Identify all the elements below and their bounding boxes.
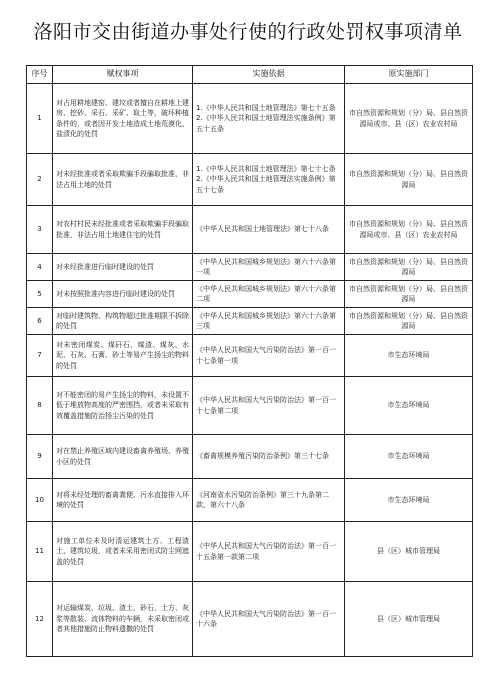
row-number: 6	[27, 308, 53, 335]
row-basis: 《畜禽规模养殖污染防治条例》第三十七条	[193, 435, 345, 479]
row-dept: 市自然资源和规划（分）局、县自然资源局	[345, 308, 473, 335]
row-basis: 《中华人民共和国城乡规划法》第六十六条第二项	[193, 281, 345, 308]
row-basis: 《中华人民共和国大气污染防治法》第一百一十七条第二项	[193, 377, 345, 435]
row-dept: 市自然资源和规划（分）局、县自然资源局	[345, 281, 473, 308]
row-matter: 对未按照批准内容进行临时建设的处罚	[53, 281, 193, 308]
row-number: 9	[27, 435, 53, 479]
row-basis: 《中华人民共和国大气污染防治法》第一百一十五条第一款第二项	[193, 522, 345, 582]
row-matter: 对将未经处理的畜禽粪便、污水直接排入环境的处罚	[53, 479, 193, 522]
table-row	[27, 377, 473, 435]
row-dept: 市生态环境局	[345, 377, 473, 435]
row-basis: 《中华人民共和国城乡规划法》第六十六条第三项	[193, 308, 345, 335]
page-title: 洛阳市交由街道办事处行使的行政处罚权事项清单	[33, 21, 463, 43]
header-basis: 实施依据	[193, 66, 345, 84]
row-basis: 1.《中华人民共和国土地管理法》第七十五条 2.《中华人民共和国土地管理法实施条例》第五十五条	[193, 84, 345, 154]
row-number: 10	[27, 479, 53, 522]
row-number: 11	[27, 522, 53, 582]
row-matter: 对施工单位未及时清运建筑土方、工程渣土、建筑垃圾，或者未采用密闭式防尘网遮盖的处罚	[53, 522, 193, 582]
row-dept: 县（区）城市管理局	[345, 582, 473, 657]
row-matter: 对农村村民未经批准或者采取欺骗手段骗取批准，非法占用土地建住宅的处罚	[53, 206, 193, 254]
row-dept: 市自然资源和规划（分）局、县自然资源局或市、县（区）农业农村局	[345, 84, 473, 154]
row-matter: 对运输煤炭、垃圾、渣土、砂石、土方、灰浆等散装、流体物料的车辆，未采取密闭或者其他措施防止物料遗撒的处罚	[53, 582, 193, 657]
penalty-matters-table	[26, 65, 473, 657]
table-row	[27, 435, 473, 479]
table-row	[27, 582, 473, 657]
row-matter: 对未经批准或者采取欺骗手段骗取批准，非法占用土地的处罚	[53, 154, 193, 206]
row-number: 3	[27, 206, 53, 254]
table-row	[27, 84, 473, 154]
row-basis: 《中华人民共和国城乡规划法》第六十六条第一项	[193, 254, 345, 281]
table-row	[27, 206, 473, 254]
table-header-row	[27, 66, 473, 84]
row-basis: 1.《中华人民共和国土地管理法》第七十七条 2.《中华人民共和国土地管理法实施条例》第五十七条	[193, 154, 345, 206]
table-row	[27, 479, 473, 522]
row-number: 5	[27, 281, 53, 308]
row-matter: 对未经批准进行临时建设的处罚	[53, 254, 193, 281]
row-dept: 县（区）城市管理局	[345, 522, 473, 582]
row-number: 4	[27, 254, 53, 281]
table-row	[27, 281, 473, 308]
row-number: 12	[27, 582, 53, 657]
table-row	[27, 308, 473, 335]
header-no: 序号	[27, 66, 53, 84]
row-matter: 对临时建筑物、构筑物超过批准期限不拆除的处罚	[53, 308, 193, 335]
table-row	[27, 254, 473, 281]
table-row	[27, 522, 473, 582]
row-matter: 对占用耕地建窑、建坟或者擅自在耕地上建房、挖砂、采石、采矿、取土等，破坏种植条件的，或者因开发土地造成土地荒漠化、盐渍化的处罚	[53, 84, 193, 154]
row-number: 7	[27, 335, 53, 377]
row-dept: 市生态环境局	[345, 335, 473, 377]
row-matter: 对未密闭煤炭、煤矸石、煤渣、煤灰、水泥、石灰、石膏、砂土等易产生扬尘的物料的处罚	[53, 335, 193, 377]
row-dept: 市生态环境局	[345, 435, 473, 479]
header-matter: 赋权事项	[53, 66, 193, 84]
row-number: 1	[27, 84, 53, 154]
row-number: 8	[27, 377, 53, 435]
row-basis: 《中华人民共和国土地管理法》第七十八条	[193, 206, 345, 254]
row-basis: 《河南省水污染防治条例》第三十九条第二款、第六十八条	[193, 479, 345, 522]
row-dept: 市自然资源和规划（分）局、县自然资源局	[345, 154, 473, 206]
row-basis: 《中华人民共和国大气污染防治法》第一百一十七条第一项	[193, 335, 345, 377]
table-row	[27, 154, 473, 206]
header-dept: 原实施部门	[345, 66, 473, 84]
row-basis: 《中华人民共和国大气污染防治法》第一百一十六条	[193, 582, 345, 657]
row-dept: 市自然资源和规划（分）局、县自然资源局或市、县（区）农业农村局	[345, 206, 473, 254]
row-matter: 对不能密闭的易产生扬尘的物料，未设置不低于堆放物高度的严密围挡，或者未采取有效覆盖措施防治扬尘污染的处罚	[53, 377, 193, 435]
row-dept: 市自然资源和规划（分）局、县自然资源局	[345, 254, 473, 281]
row-number: 2	[27, 154, 53, 206]
row-matter: 对在禁止养殖区域内建设畜禽养殖场、养殖小区的处罚	[53, 435, 193, 479]
table-row	[27, 335, 473, 377]
row-dept: 市生态环境局	[345, 479, 473, 522]
